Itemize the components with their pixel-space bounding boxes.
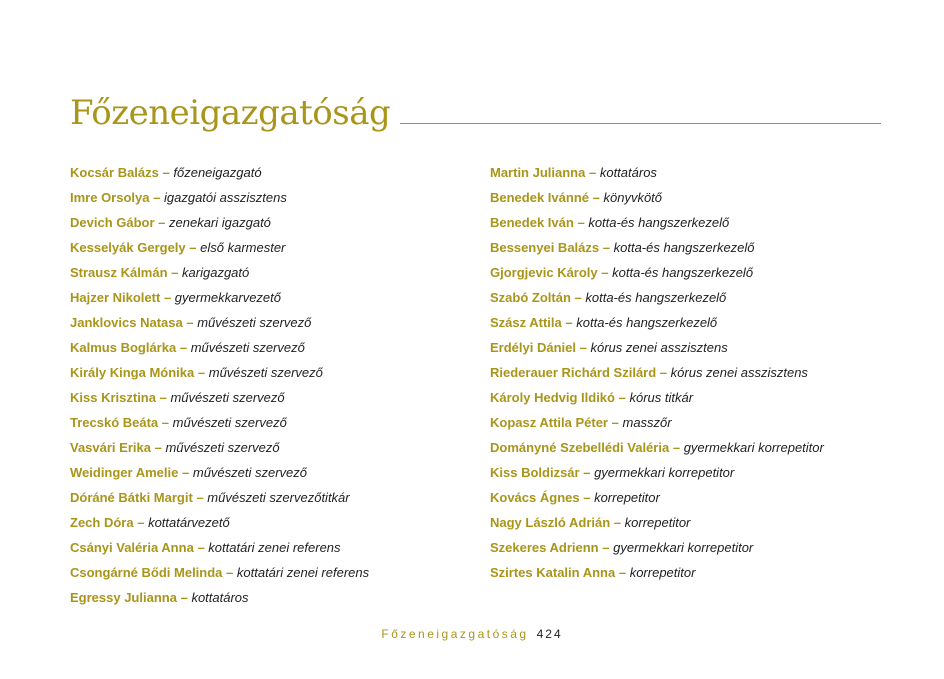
name-role-separator: – [163,290,172,305]
staff-entry [70,285,369,310]
staff-entry [490,435,824,460]
staff-role: főzeneigazgató [173,165,262,180]
name-role-separator: – [613,515,622,530]
name-role-separator: – [153,190,161,205]
name-role-separator: – [592,190,600,205]
name-role-separator: – [611,415,619,430]
name-role-separator: – [602,240,610,255]
name-role-separator: – [197,540,205,555]
staff-entry [490,485,824,510]
staff-role: művészeti szervező [190,340,305,355]
staff-entry [70,510,369,535]
staff-name: Dóráné Bátki Margit [70,490,193,505]
staff-role: kottatári zenei referens [208,540,341,555]
staff-role: korrepetitor [624,515,691,530]
name-role-separator: – [583,465,591,480]
staff-entry [70,260,369,285]
name-role-separator: – [182,465,190,480]
staff-name: Dományné Szebellédi Valéria [490,440,670,455]
name-role-separator: – [189,240,197,255]
staff-name: Szekeres Adrienn [490,540,599,555]
staff-role: kottatárvezető [148,515,230,530]
staff-role: korrepetitor [594,490,660,505]
page-title: Főzeneigazgatóság [70,93,391,133]
staff-role: művészeti szervező [172,415,287,430]
staff-entry [490,360,824,385]
name-role-separator: – [618,565,627,580]
staff-name: Janklovics Natasa [70,315,183,330]
name-role-separator: – [588,165,597,180]
page-footer [0,626,944,642]
footer-section-label: Főzeneigazgatóság [381,627,529,641]
staff-role: művészeti szervezőtitkár [207,490,350,505]
name-role-separator: – [186,315,194,330]
staff-name: Csányi Valéria Anna [70,540,194,555]
staff-entry [70,435,369,460]
staff-entry [70,360,369,385]
staff-role: kórus zenei asszisztens [590,340,728,355]
name-role-separator: – [602,540,610,555]
staff-entry [70,585,369,610]
staff-name: Strausz Kálmán [70,265,168,280]
name-role-separator: – [154,440,162,455]
staff-entry [490,335,824,360]
staff-name: Szirtes Katalin Anna [490,565,616,580]
staff-name: Kalmus Boglárka [70,340,177,355]
staff-entry [490,510,824,535]
staff-name: Kocsár Balázs [70,165,159,180]
staff-name: Király Kinga Mónika [70,365,195,380]
name-role-separator: – [159,390,167,405]
staff-entry [490,285,824,310]
page-number: 424 [536,627,563,641]
staff-role: művészeti szervező [170,390,285,405]
staff-role: művészeti szervező [197,315,312,330]
page-heading [70,92,881,134]
name-role-separator: – [180,590,188,605]
staff-name: Szabó Zoltán [490,290,571,305]
staff-name: Nagy László Adrián [490,515,611,530]
staff-name: Egressy Julianna [70,590,177,605]
staff-name: Károly Hedvig Ildikó [490,390,615,405]
staff-name: Benedek Ivánné [490,190,589,205]
staff-role: művészeti szervező [208,365,323,380]
staff-name: Csongárné Bődi Melinda [70,565,223,580]
staff-role: zenekari igazgató [169,215,271,230]
staff-entry [70,560,369,585]
staff-role: kotta-és hangszerkezelő [576,315,718,330]
staff-role: kottatáros [599,165,657,180]
staff-entry [490,210,824,235]
name-role-separator: – [583,490,591,505]
staff-role: kórus zenei asszisztens [670,365,808,380]
staff-name: Imre Orsolya [70,190,150,205]
staff-role: karigazgató [182,265,250,280]
staff-role: gyermekkari korrepetitor [683,440,824,455]
staff-name: Kopasz Attila Péter [490,415,608,430]
staff-role: kottatári zenei referens [236,565,370,580]
staff-name: Riederauer Richárd Szilárd [490,365,657,380]
name-role-separator: – [579,340,587,355]
staff-entry [490,410,824,435]
staff-entry [70,460,369,485]
name-role-separator: – [618,390,626,405]
staff-entry [490,185,824,210]
name-role-separator: – [601,265,609,280]
staff-entry [70,535,369,560]
staff-role: kotta-és hangszerkezelő [613,240,755,255]
staff-name: Erdélyi Dániel [490,340,576,355]
staff-name: Kiss Boldizsár [490,465,580,480]
staff-entry [490,260,824,285]
name-role-separator: – [137,515,145,530]
staff-role: kotta-és hangszerkezelő [585,290,727,305]
name-role-separator: – [226,565,234,580]
staff-role: korrepetitor [629,565,696,580]
staff-entry [70,485,369,510]
staff-entry [70,410,369,435]
staff-name: Devich Gábor [70,215,155,230]
staff-entry [490,160,824,185]
name-role-separator: – [659,365,668,380]
staff-entry [70,385,369,410]
name-role-separator: – [574,290,582,305]
staff-entry [490,235,824,260]
staff-role: kotta-és hangszerkezelő [588,215,730,230]
staff-role: gyermekkari korrepetitor [613,540,754,555]
staff-entry [490,310,824,335]
name-role-separator: – [577,215,585,230]
staff-name: Weidinger Amelie [70,465,179,480]
staff-name: Kesselyák Gergely [70,240,186,255]
staff-role: művészeti szervező [165,440,280,455]
name-role-separator: – [158,215,166,230]
staff-role: gyermekkari korrepetitor [594,465,735,480]
name-role-separator: – [161,415,170,430]
staff-name: Bessenyei Balázs [490,240,600,255]
name-role-separator: – [171,265,179,280]
staff-entry [490,535,824,560]
staff-role: igazgatói asszisztens [163,190,287,205]
name-role-separator: – [196,490,204,505]
staff-role: gyermekkarvezető [174,290,282,305]
name-role-separator: – [672,440,681,455]
name-role-separator: – [565,315,573,330]
staff-entry [70,310,369,335]
staff-name: Vasvári Erika [70,440,151,455]
staff-name: Hajzer Nikolett [70,290,161,305]
staff-name: Zech Dóra [70,515,134,530]
staff-name: Trecskó Beáta [70,415,159,430]
name-role-separator: – [179,340,188,355]
staff-name: Kiss Krisztina [70,390,156,405]
staff-name: Martin Julianna [490,165,586,180]
staff-role: kotta-és hangszerkezelő [612,265,754,280]
title-rule [400,123,881,124]
name-role-separator: – [197,365,206,380]
staff-name: Kovács Ágnes [490,490,580,505]
staff-role: masszőr [622,415,672,430]
staff-name: Gjorgjevic Károly [490,265,598,280]
staff-name: Szász Attila [490,315,562,330]
staff-entry [70,185,369,210]
staff-role: kórus titkár [629,390,694,405]
right-staff-column [490,160,824,585]
staff-role: könyvkötő [603,190,663,205]
staff-role: első karmester [200,240,286,255]
staff-entry [70,235,369,260]
staff-role: kottatáros [191,590,249,605]
staff-entry [490,385,824,410]
staff-role: művészeti szervező [192,465,308,480]
staff-name: Benedek Iván [490,215,574,230]
staff-entry [70,160,369,185]
staff-entry [490,560,824,585]
staff-entry [490,460,824,485]
staff-entry [70,210,369,235]
left-staff-column [70,160,369,610]
staff-entry [70,335,369,360]
name-role-separator: – [162,165,170,180]
